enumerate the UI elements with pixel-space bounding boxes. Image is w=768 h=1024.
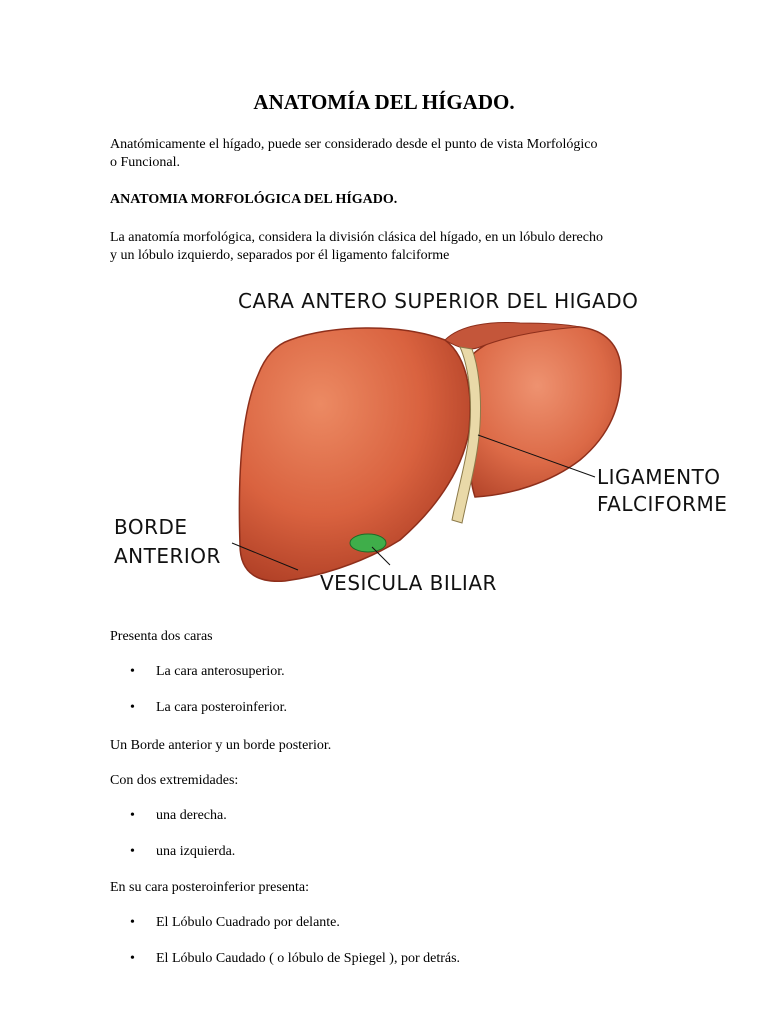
- list-item-text: El Lóbulo Caudado ( o lóbulo de Spiegel ), por detrás.: [156, 951, 461, 966]
- liver-illustration: [100, 285, 760, 605]
- page-title: ANATOMÍA DEL HÍGADO.: [253, 90, 515, 114]
- bullet-icon: •: [130, 808, 135, 823]
- figure-caption: CARA ANTERO SUPERIOR DEL HIGADO: [238, 289, 639, 313]
- section-heading: ANATOMIA MORFOLÓGICA DEL HÍGADO.: [110, 192, 398, 207]
- bullet-icon: •: [130, 664, 135, 679]
- section-line-1: La anatomía morfológica, considera la división clásica del hígado, en un lóbulo derecho: [110, 230, 603, 245]
- list-item-text: una derecha.: [156, 808, 227, 823]
- bordes-text: Un Borde anterior y un borde posterior.: [110, 738, 332, 753]
- list-item-text: La cara anterosuperior.: [156, 664, 285, 679]
- intro-line-1: Anatómicamente el hígado, puede ser considerado desde el punto de vista Morfológico: [110, 137, 598, 152]
- ligamento-label-2: FALCIFORME: [597, 492, 728, 516]
- extremidades-intro: Con dos extremidades:: [110, 773, 239, 788]
- bullet-icon: •: [130, 915, 135, 930]
- ligamento-label-1: LIGAMENTO: [597, 465, 721, 489]
- list-item: [130, 808, 227, 824]
- borde-label-1: BORDE: [114, 515, 188, 539]
- bullet-icon: •: [130, 951, 135, 966]
- list-item: [130, 700, 287, 716]
- bullet-icon: •: [130, 844, 135, 859]
- list-item-text: El Lóbulo Cuadrado por delante.: [156, 915, 340, 930]
- list-item: [130, 951, 460, 967]
- posteroinferior-intro: En su cara posteroinferior presenta:: [110, 880, 310, 895]
- section-paragraph: [110, 229, 670, 265]
- list-item-text: una izquierda.: [156, 844, 236, 859]
- presenta-text: Presenta dos caras: [110, 629, 213, 644]
- vesicula-label: VESICULA BILIAR: [320, 571, 497, 595]
- list-item: [130, 915, 340, 931]
- intro-paragraph: [110, 136, 670, 172]
- list-item-text: La cara posteroinferior.: [156, 700, 287, 715]
- intro-line-2: o Funcional.: [110, 155, 180, 170]
- list-item: [130, 664, 285, 680]
- section-line-2: y un lóbulo izquierdo, separados por él ligamento falciforme: [110, 248, 450, 263]
- bullet-icon: •: [130, 700, 135, 715]
- borde-label-2: ANTERIOR: [114, 544, 221, 568]
- list-item: [130, 844, 235, 860]
- gallbladder: [350, 534, 386, 552]
